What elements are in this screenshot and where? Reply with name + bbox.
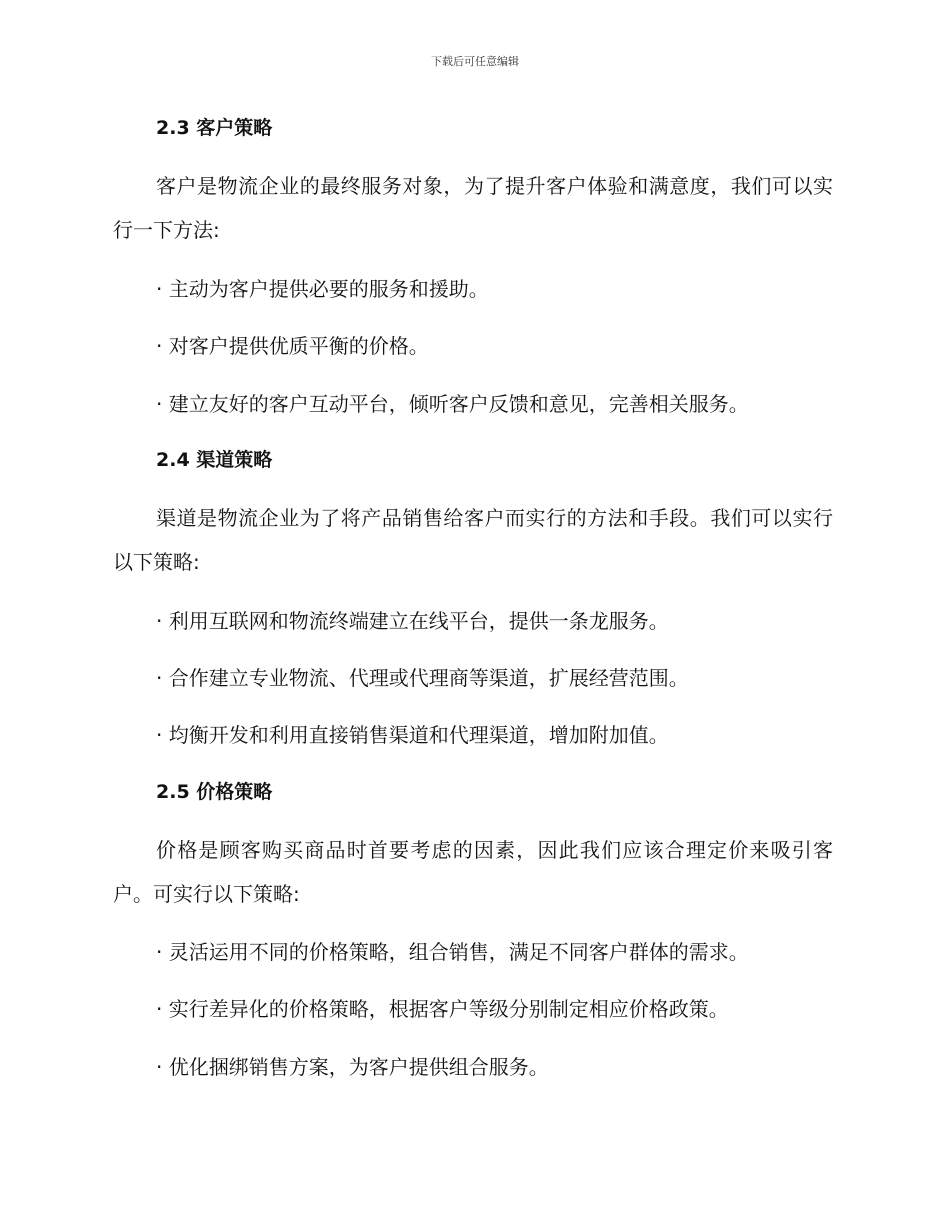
- bullet-item: · 建立友好的客户互动平台，倾听客户反馈和意见，完善相关服务。: [156, 392, 749, 416]
- bullet-item: · 优化捆绑销售方案，为客户提供组合服务。: [156, 1055, 549, 1079]
- section-heading-customer-strategy: 2.3 客户策略: [156, 117, 273, 139]
- section-paragraph-customer-strategy: 客户是物流企业的最终服务对象，为了提升客户体验和满意度，我们可以实行一下方法:: [113, 174, 833, 242]
- section-paragraph-price-strategy: 价格是顾客购买商品时首要考虑的因素，因此我们应该合理定价来吸引客户。可实行以下策略:: [113, 838, 833, 906]
- bullet-item: · 主动为客户提供必要的服务和援助。: [156, 277, 489, 301]
- bullet-item: · 均衡开发和利用直接销售渠道和代理渠道，增加附加值。: [156, 723, 669, 747]
- section-heading-channel-strategy: 2.4 渠道策略: [156, 449, 273, 471]
- bullet-item: · 灵活运用不同的价格策略，组合销售，满足不同客户群体的需求。: [156, 940, 749, 964]
- section-paragraph-channel-strategy: 渠道是物流企业为了将产品销售给客户而实行的方法和手段。我们可以实行以下策略:: [113, 506, 833, 574]
- page-header-note: 下载后可任意编辑: [431, 55, 519, 68]
- bullet-item: · 利用互联网和物流终端建立在线平台，提供一条龙服务。: [156, 609, 669, 633]
- bullet-item: · 实行差异化的价格策略，根据客户等级分别制定相应价格政策。: [156, 997, 729, 1021]
- bullet-item: · 合作建立专业物流、代理或代理商等渠道，扩展经营范围。: [156, 666, 689, 690]
- bullet-item: · 对客户提供优质平衡的价格。: [156, 334, 429, 358]
- section-heading-price-strategy: 2.5 价格策略: [156, 781, 273, 803]
